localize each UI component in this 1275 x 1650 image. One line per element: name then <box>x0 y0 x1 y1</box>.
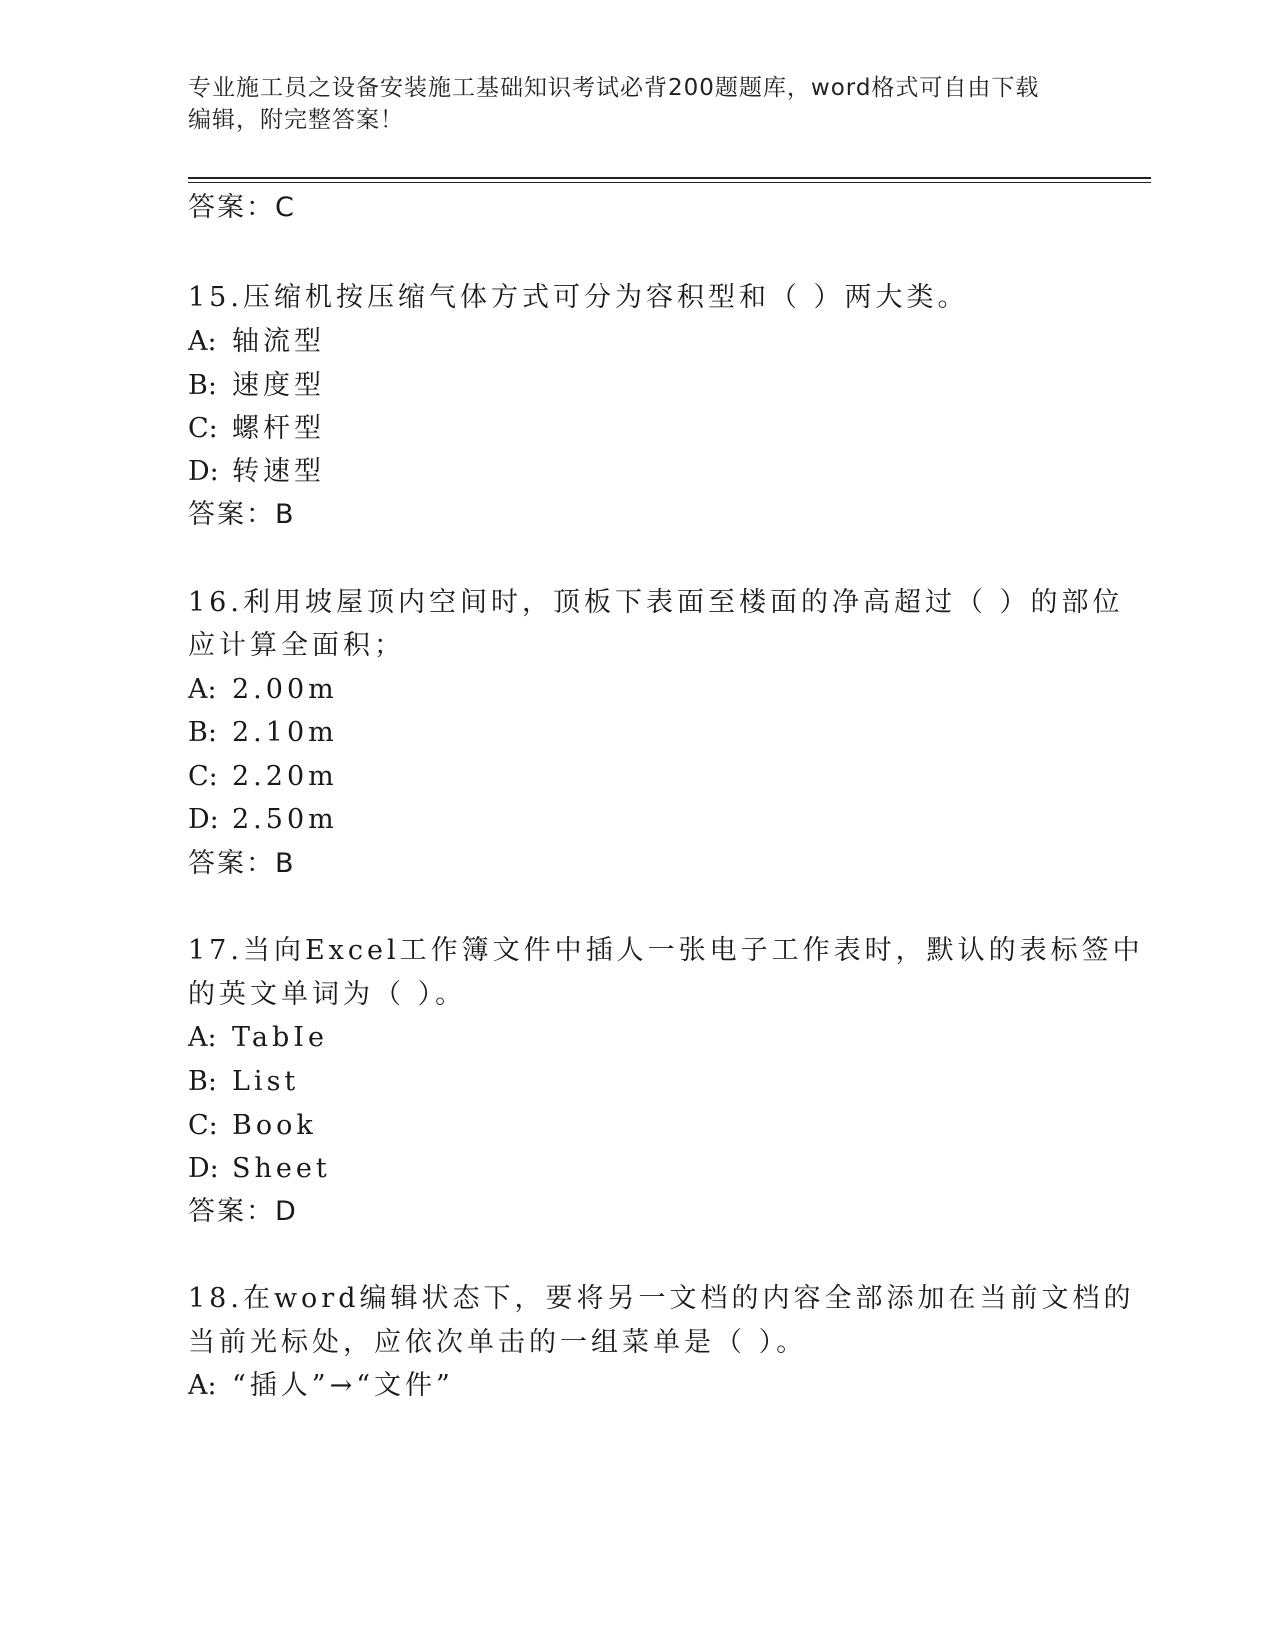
question-16-option-c <box>188 759 338 795</box>
question-15-option-a <box>188 324 325 360</box>
option-label: B: <box>188 1066 217 1097</box>
option-text: List <box>232 1066 300 1097</box>
question-18-stem-line-1: 18.在word编辑状态下，要将另一文档的内容全部添加在当前文档的 <box>188 1283 1135 1314</box>
option-text: 2.50m <box>232 804 338 835</box>
answer-q16: 答案：B <box>188 848 296 879</box>
option-text: 2.00m <box>232 674 338 705</box>
header-line-1: 专业施工员之设备安装施工基础知识考试必背200题题库，word格式可自由下载 <box>188 75 1040 101</box>
option-label: A: <box>188 1370 217 1401</box>
answer-q15: 答案：B <box>188 499 296 530</box>
question-16-option-d <box>188 802 338 838</box>
question-17-option-a <box>188 1020 328 1056</box>
question-17-option-b <box>188 1064 299 1100</box>
question-16-option-b <box>188 715 338 751</box>
page-header <box>188 72 1088 136</box>
question-18-stem-line-2: 当前光标处，应依次单击的一组菜单是（ ）。 <box>188 1327 808 1358</box>
option-label: A: <box>188 1022 217 1053</box>
question-16-option-a <box>188 672 338 708</box>
option-label: C: <box>188 1110 218 1141</box>
header-divider-thick <box>188 177 1151 179</box>
option-label: A: <box>188 674 217 705</box>
question-17-option-d <box>188 1151 331 1187</box>
option-text: 2.10m <box>232 717 338 748</box>
option-label: D: <box>188 456 219 487</box>
answer-q14: 答案：C <box>188 192 296 223</box>
question-16-stem-line-2: 应计算全面积； <box>188 630 405 661</box>
option-text: 轴流型 <box>232 326 325 357</box>
option-label: D: <box>188 1153 219 1184</box>
question-16-stem-line-1: 16.利用坡屋顶内空间时，顶板下表面至楼面的净高超过（ ）的部位 <box>188 587 1124 618</box>
option-label: B: <box>188 717 217 748</box>
option-text: TabIe <box>232 1022 328 1053</box>
option-text: 2.20m <box>232 761 338 792</box>
question-15-option-b <box>188 368 325 404</box>
header-divider-thin <box>188 182 1151 183</box>
option-label: A: <box>188 326 217 357</box>
answer-q17: 答案：D <box>188 1196 298 1227</box>
question-17-option-c <box>188 1108 317 1144</box>
question-18-option-a <box>188 1368 454 1404</box>
option-label: B: <box>188 370 217 401</box>
option-text: Sheet <box>232 1153 331 1184</box>
option-text: “插人”→“文件” <box>232 1370 454 1401</box>
question-15-stem: 15.压缩机按压缩气体方式可分为容积型和（ ）两大类。 <box>188 282 969 313</box>
question-17-stem-line-2: 的英文单词为（ ）。 <box>188 979 467 1010</box>
option-text: 速度型 <box>232 370 325 401</box>
header-line-2: 编辑，附完整答案！ <box>188 107 404 133</box>
option-label: C: <box>188 761 218 792</box>
option-text: 螺杆型 <box>232 413 325 444</box>
question-15-option-d <box>188 454 325 490</box>
option-label: C: <box>188 413 218 444</box>
question-17-stem-line-1: 17.当向Excel工作簿文件中插人一张电子工作表时，默认的表标签中 <box>188 935 1144 966</box>
option-label: D: <box>188 804 219 835</box>
option-text: Book <box>232 1110 317 1141</box>
question-15-option-c <box>188 411 325 447</box>
option-text: 转速型 <box>232 456 325 487</box>
